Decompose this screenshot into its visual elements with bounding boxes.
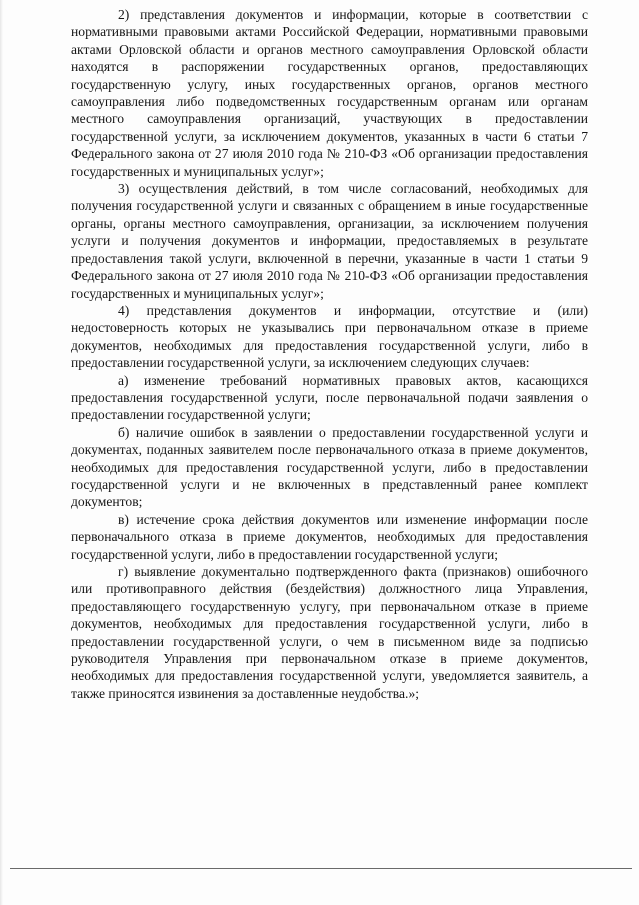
subparagraph-g: г) выявление документально подтвержденного факта (признаков) ошибочного или противоправного действия (бездействия) должностного лица Управления, предоставляющего государственную услугу, при первоначальном отказе в приеме документов, необходимых для предоставления государственной услуги, либо в предоставлении государственной услуги, о чем в письменном виде за подписью руководителя Управления при первоначальном отказе в приеме документов, необходимых для предоставления государственной услуги, уведомляется заявитель, а также приносятся извинения за доставленные неудобства.»;: [71, 564, 588, 701]
paragraph-item-4: 4) представления документов и информации, отсутствие и (или) недостоверность которых не указывались при первоначальном отказе в приеме документов, необходимых для предоставления государственной услуги, либо в предоставлении государственной услуги, за исключением следующих случаев:: [71, 302, 588, 371]
subparagraph-v: в) истечение срока действия документов или изменение информации после первоначального отказа в приеме документов, необходимых для предоставления государственной услуги, либо в предоставлении государственной услуги;: [71, 511, 588, 562]
subparagraph-a: а) изменение требований нормативных правовых актов, касающихся предоставления государственной услуги, после первоначальной подачи заявления о предоставлении государственной услуги;: [71, 372, 588, 423]
subparagraph-b: б) наличие ошибок в заявлении о предоставлении государственной услуги и документах, поданных заявителем после первоначального отказа в приеме документов, необходимых для предоставления государственной услуги, либо в предоставлении государственной услуги и не включенных в представленный ранее комплект документов;: [71, 424, 588, 510]
paragraph-item-3: 3) осуществления действий, в том числе согласований, необходимых для получения государственной услуги и связанных с обращением в иные государственные органы, органы местного самоуправления, организации, за исключением получения услуги и получения документов и информации, предоставляемых в результате предоставления такой услуги, включенной в перечни, указанные в части 1 статьи 9 Федерального закона от 27 июля 2010 года № 210-ФЗ «Об организации предоставления государственных и муниципальных услуг»;: [71, 181, 588, 301]
page-bottom-edge: [10, 868, 632, 869]
paragraph-item-2: 2) представления документов и информации, которые в соответствии с нормативными правовыми актами Российской Федерации, нормативными правовыми актами Орловской области и органов местного самоуправления Орловской области находятся в распоряжении государственных органов, предоставляющих государственную услугу, иных государственных органов, органов местного самоуправления либо подведомственных государственным органам или органам местного самоуправления организаций, участвующих в предоставлении государственной услуги, за исключением документов, указанных в части 6 статьи 7 Федерального закона от 27 июля 2010 года № 210-ФЗ «Об организации предоставления государственных и муниципальных услуг»;: [71, 7, 588, 179]
scan-edge-shadow: [0, 0, 3, 905]
document-body: [71, 6, 588, 702]
